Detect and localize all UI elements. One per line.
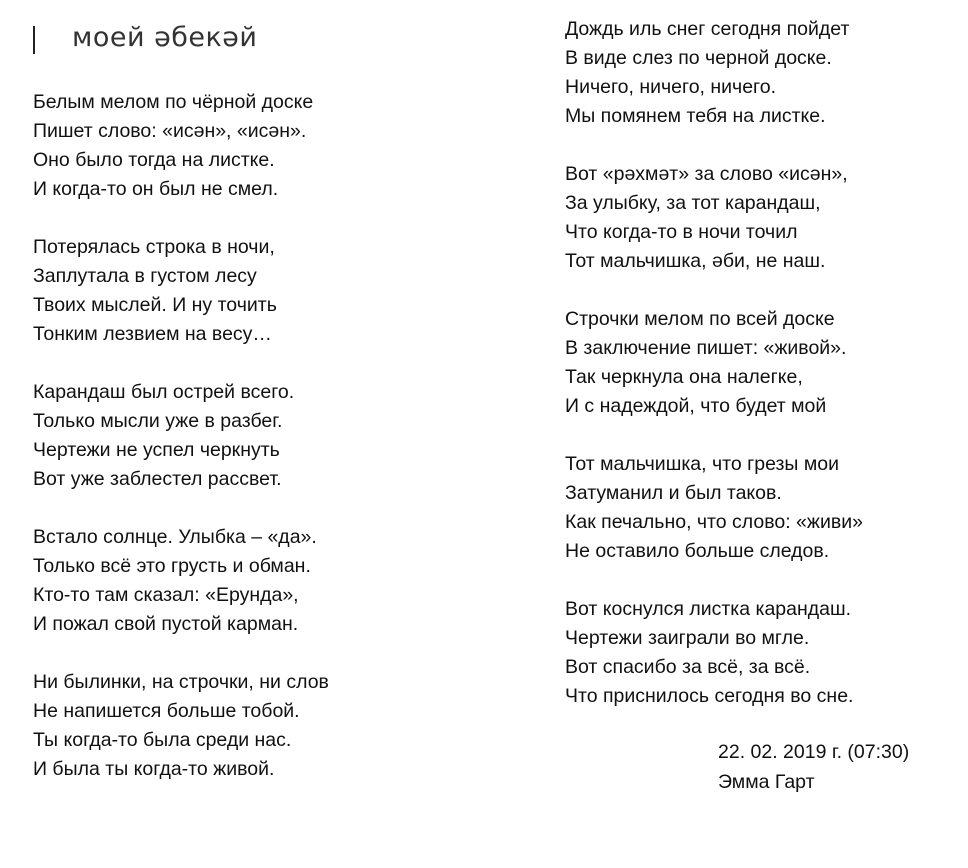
text-cursor	[33, 26, 35, 54]
poem-line: Мы помянем тебя на листке.	[565, 105, 826, 127]
stanza	[565, 15, 863, 131]
poem-line: Заплутала в густом лесу	[33, 265, 257, 287]
poem-line: Не оставило больше следов.	[565, 540, 830, 562]
poem-line: Твоих мыслей. И ну точить	[33, 294, 277, 316]
poem-line: Потерялась строка в ночи,	[33, 236, 275, 258]
poem-line: Вот уже заблестел рассвет.	[33, 468, 282, 490]
poem-line: Дождь иль снег сегодня пойдет	[565, 18, 850, 40]
poem-line: Белым мелом по чёрной доске	[33, 91, 314, 113]
poem-line: Встало солнце. Улыбка – «да».	[33, 526, 317, 548]
poem-line: Вот «рәхмәт» за слово «исән»,	[565, 163, 848, 185]
stanza	[33, 378, 329, 494]
poem-line: Только мысли уже в разбег.	[33, 410, 283, 432]
poem-column-left	[33, 88, 329, 813]
poem-line: В заключение пишет: «живой».	[565, 337, 847, 359]
poem-line: За улыбку, за тот карандаш,	[565, 192, 821, 214]
poem-line: Что приснилось сегодня во сне.	[565, 685, 854, 707]
stanza	[33, 233, 329, 349]
stanza	[33, 523, 329, 639]
poem-line: Кто-то там сказал: «Ерунда»,	[33, 584, 299, 606]
signature-block	[718, 737, 909, 797]
stanza	[33, 668, 329, 784]
poem-line: И с надеждой, что будет мой	[565, 395, 827, 417]
signature-author: Эмма Гарт	[718, 771, 815, 793]
signature-date: 22. 02. 2019 г. (07:30)	[718, 741, 910, 763]
stanza	[565, 450, 863, 566]
poem-line: Вот коснулся листка карандаш.	[565, 598, 852, 620]
poem-line: Ни былинки, на строчки, ни слов	[33, 671, 329, 693]
poem-line: Так черкнула она налегке,	[565, 366, 803, 388]
poem-line: Строчки мелом по всей доске	[565, 308, 835, 330]
stanza	[33, 88, 329, 204]
poem-column-right	[565, 15, 863, 740]
stanza	[565, 305, 863, 421]
poem-line: Как печально, что слово: «живи»	[565, 511, 863, 533]
poem-line: И была ты когда-то живой.	[33, 758, 275, 780]
poem-line: Только всё это грусть и обман.	[33, 555, 311, 577]
poem-line: И пожал свой пустой карман.	[33, 613, 299, 635]
poem-line: Тонким лезвием на весу…	[33, 323, 272, 345]
poem-line: Ты когда-то была среди нас.	[33, 729, 292, 751]
poem-line: Тот мальчишка, что грезы мои	[565, 453, 839, 475]
poem-line: Чертежи заиграли во мгле.	[565, 627, 810, 649]
poem-line: Пишет слово: «исән», «исән».	[33, 120, 307, 142]
poem-line: Тот мальчишка, әби, не наш.	[565, 250, 826, 272]
poem-line: Чертежи не успел черкнуть	[33, 439, 280, 461]
poem-line: В виде слез по черной доске.	[565, 47, 832, 69]
stanza	[565, 160, 863, 276]
poem-line: Не напишется больше тобой.	[33, 700, 300, 722]
poem-line: Ничего, ничего, ничего.	[565, 76, 776, 98]
poem-line: Что когда-то в ночи точил	[565, 221, 798, 243]
poem-line: Вот спасибо за всё, за всё.	[565, 656, 811, 678]
poem-line: Затуманил и был таков.	[565, 482, 782, 504]
poem-line: Оно было тогда на листке.	[33, 149, 275, 171]
poem-title: моей әбекәй	[72, 22, 258, 53]
poem-line: И когда-то он был не смел.	[33, 178, 279, 200]
stanza	[565, 595, 863, 711]
poem-line: Карандаш был острей всего.	[33, 381, 295, 403]
